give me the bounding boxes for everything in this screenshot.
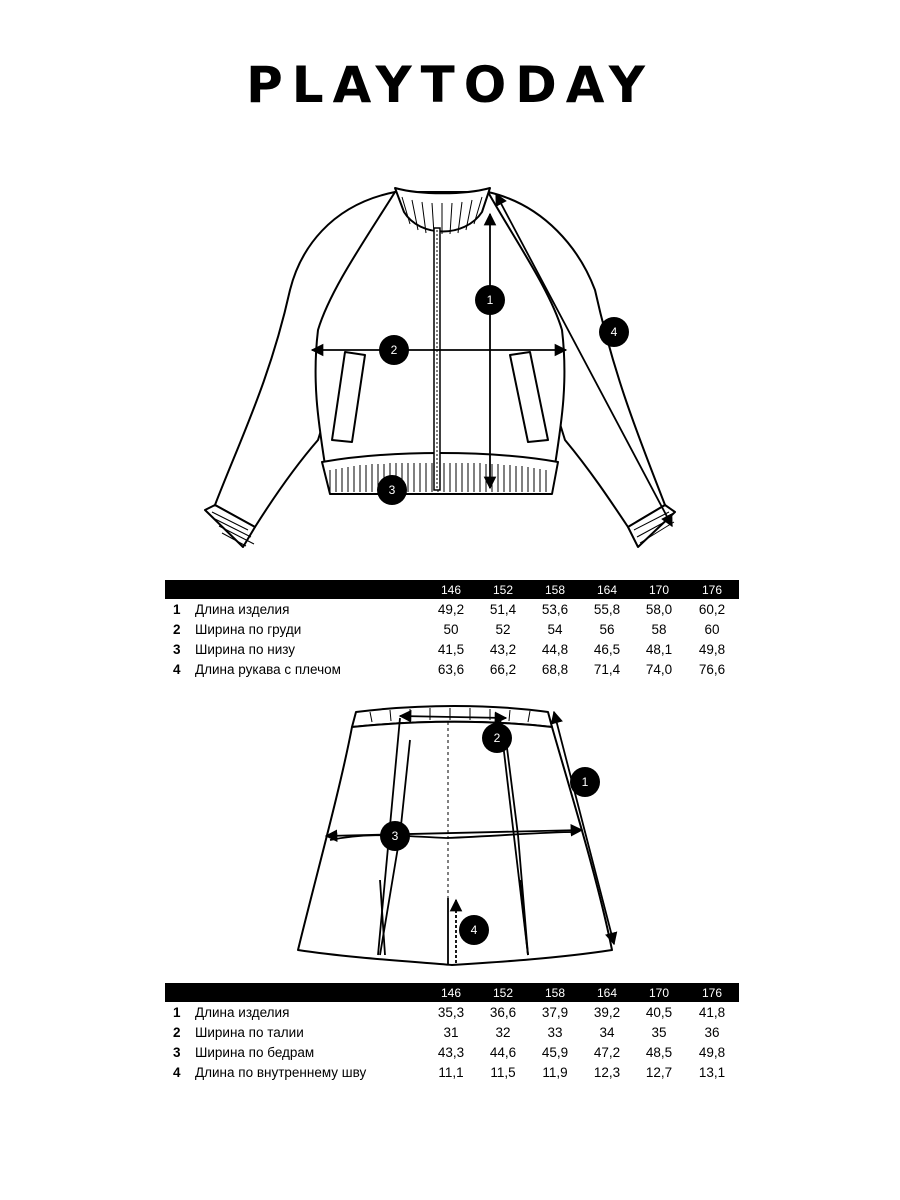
cell-value: 43,2 (489, 641, 517, 657)
row-number: 4 (173, 661, 181, 677)
skirt-body (298, 722, 612, 965)
cell-value: 43,3 (437, 1044, 465, 1060)
cell-value: 44,6 (489, 1044, 517, 1060)
row-label: Длина рукава с плечом (195, 661, 341, 677)
cell-value: 11,9 (542, 1064, 568, 1080)
row-number: 2 (173, 621, 181, 637)
cell-value: 71,4 (593, 661, 621, 677)
skirt-badge-4 (459, 915, 489, 945)
jacket-drawing (0, 0, 900, 560)
size-header: 164 (581, 983, 633, 1002)
cell-value: 47,2 (593, 1044, 621, 1060)
cell-value: 36,6 (489, 1004, 517, 1020)
cell-value: 50 (443, 621, 459, 637)
cell-value: 63,6 (437, 661, 465, 677)
cell-value: 52 (495, 621, 511, 637)
jacket-badge-3 (377, 475, 407, 505)
row-label: Ширина по талии (195, 1024, 304, 1040)
skirt-badge-1 (570, 767, 600, 797)
cell-value: 49,2 (437, 601, 465, 617)
cell-value: 32 (495, 1024, 511, 1040)
cell-value: 35,3 (437, 1004, 465, 1020)
cell-value: 48,5 (645, 1044, 673, 1060)
cell-value: 12,7 (645, 1064, 673, 1080)
jacket-badge-4 (599, 317, 629, 347)
cell-value: 74,0 (645, 661, 673, 677)
svg-text:2: 2 (390, 343, 398, 357)
cell-value: 40,5 (645, 1004, 673, 1020)
jacket-size-table (165, 580, 739, 679)
cell-value: 41,8 (698, 1004, 726, 1020)
cell-value: 55,8 (593, 601, 621, 617)
row-label: Длина по внутреннему шву (195, 1064, 367, 1080)
table-row (165, 639, 739, 659)
table-row (165, 1002, 739, 1022)
size-header: 146 (425, 983, 477, 1002)
cell-value: 11,5 (490, 1064, 516, 1080)
table-row (165, 1042, 739, 1062)
svg-text:4: 4 (470, 923, 478, 937)
cell-value: 11,1 (438, 1064, 464, 1080)
svg-text:4: 4 (610, 325, 618, 339)
cell-value: 58 (651, 621, 667, 637)
skirt-drawing (0, 690, 900, 980)
cell-value: 49,8 (698, 641, 726, 657)
skirt-size-table (165, 983, 739, 1082)
skirt-table-header (165, 983, 739, 1002)
size-header: 170 (633, 580, 685, 599)
skirt-badge-2 (482, 723, 512, 753)
size-header: 158 (529, 580, 581, 599)
size-header: 164 (581, 580, 633, 599)
cell-value: 53,6 (541, 601, 569, 617)
size-header: 170 (633, 983, 685, 1002)
row-label: Ширина по бедрам (195, 1044, 315, 1060)
cell-value: 68,8 (541, 661, 569, 677)
size-header: 152 (477, 580, 529, 599)
cell-value: 54 (547, 621, 563, 637)
skirt-badge-3 (380, 821, 410, 851)
table-row (165, 599, 739, 619)
size-header: 146 (425, 580, 477, 599)
size-header: 158 (529, 983, 581, 1002)
row-number: 1 (173, 601, 181, 617)
size-header: 176 (685, 580, 739, 599)
cell-value: 13,1 (698, 1064, 726, 1080)
cell-value: 49,8 (698, 1044, 726, 1060)
size-header: 152 (477, 983, 529, 1002)
cell-value: 66,2 (489, 661, 517, 677)
jacket-zipper (434, 228, 440, 490)
table-row (165, 619, 739, 639)
svg-text:3: 3 (391, 829, 399, 843)
cell-value: 46,5 (593, 641, 621, 657)
row-label: Ширина по низу (195, 641, 296, 657)
svg-text:1: 1 (581, 775, 589, 789)
cell-value: 35 (651, 1024, 667, 1040)
cell-value: 12,3 (593, 1064, 621, 1080)
cell-value: 36 (704, 1024, 720, 1040)
brand-logo: PLAYTODAY (246, 56, 654, 114)
cell-value: 51,4 (489, 601, 517, 617)
cell-value: 41,5 (437, 641, 465, 657)
table-row (165, 659, 739, 679)
table-row (165, 1062, 739, 1082)
cell-value: 34 (599, 1024, 615, 1040)
row-number: 3 (173, 1044, 181, 1060)
cell-value: 60 (704, 621, 720, 637)
row-number: 4 (173, 1064, 181, 1080)
cell-value: 45,9 (541, 1044, 569, 1060)
jacket-badge-1 (475, 285, 505, 315)
cell-value: 37,9 (541, 1004, 569, 1020)
jacket-table-header (165, 580, 739, 599)
cell-value: 76,6 (698, 661, 726, 677)
row-number: 2 (173, 1024, 181, 1040)
cell-value: 58,0 (645, 601, 673, 617)
table-row (165, 1022, 739, 1042)
svg-text:1: 1 (486, 293, 494, 307)
row-number: 1 (173, 1004, 181, 1020)
row-label: Длина изделия (195, 601, 290, 617)
size-header: 176 (685, 983, 739, 1002)
cell-value: 44,8 (541, 641, 569, 657)
cell-value: 48,1 (645, 641, 673, 657)
cell-value: 56 (599, 621, 615, 637)
svg-text:3: 3 (388, 483, 396, 497)
jacket-badge-2 (379, 335, 409, 365)
row-label: Длина изделия (195, 1004, 290, 1020)
svg-text:2: 2 (493, 731, 501, 745)
cell-value: 60,2 (698, 601, 726, 617)
row-number: 3 (173, 641, 181, 657)
cell-value: 33 (547, 1024, 563, 1040)
cell-value: 39,2 (593, 1004, 621, 1020)
row-label: Ширина по груди (195, 621, 302, 637)
cell-value: 31 (443, 1024, 459, 1040)
